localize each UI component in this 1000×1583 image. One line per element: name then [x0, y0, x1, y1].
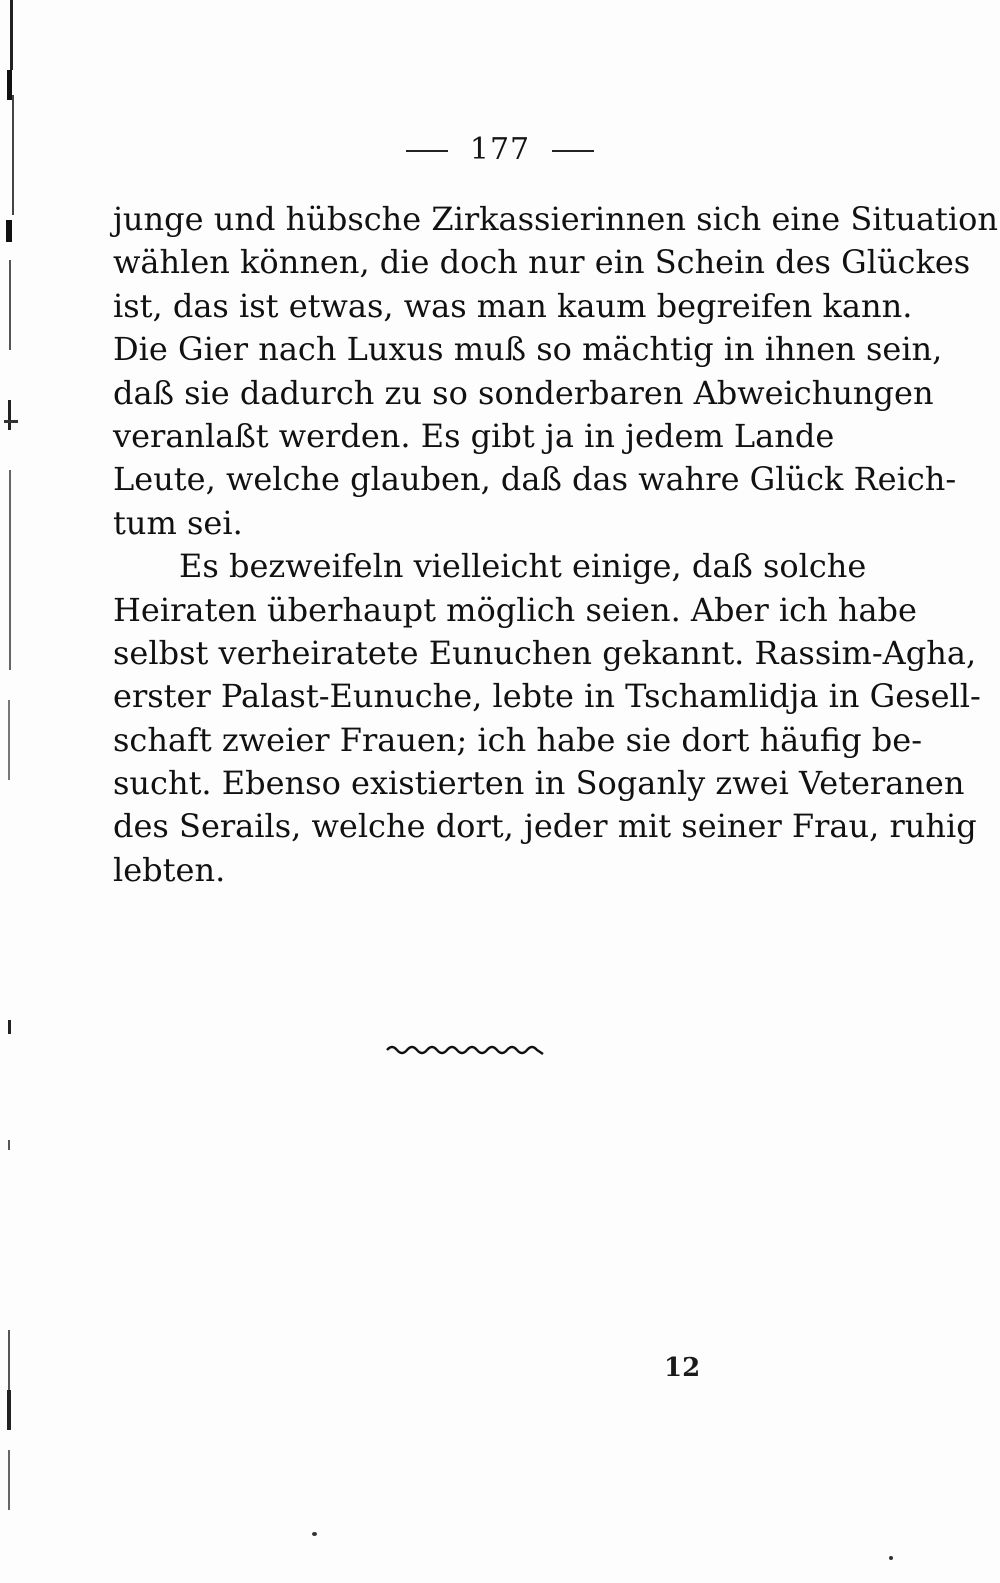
page-header	[0, 132, 1000, 167]
text-line: daß sie dadurch zu so sonderbaren Abweichungen	[113, 373, 934, 412]
scan-speck	[312, 1532, 317, 1536]
text-line: Die Gier nach Luxus muß so mächtig in ihnen sein,	[113, 330, 943, 369]
text-line: sucht. Ebenso existierten in Soganly zwei Veteranen	[113, 764, 965, 803]
text-line: Es bezweifeln vielleicht einige, daß solche	[179, 547, 867, 586]
paragraph-2	[113, 545, 981, 892]
body-text	[113, 198, 999, 892]
text-line: junge und hübsche Zirkassierinnen sich eine Situation	[113, 200, 999, 238]
text-line: tum sei.	[113, 503, 243, 542]
text-line: des Serails, welche dort, jeder mit seiner Frau, ruhig	[113, 807, 977, 846]
text-line: Leute, welche glauben, daß das wahre Glück Reich-	[113, 460, 957, 499]
text-line: wählen können, die doch nur ein Schein des Glückes	[113, 243, 971, 282]
wavy-ornament	[385, 1040, 545, 1060]
text-line: lebten.	[113, 850, 226, 889]
text-line: veranlaßt werden. Es gibt ja in jedem Lande	[113, 416, 835, 455]
header-dash-right	[552, 150, 594, 152]
text-line: schaft zweier Frauen; ich habe sie dort häufig be-	[113, 720, 923, 759]
scan-speck	[889, 1556, 893, 1560]
signature-mark: 12	[664, 1353, 701, 1383]
text-line: erster Palast-Eunuche, lebte in Tschamlidja in Gesell-	[113, 677, 981, 716]
text-line: selbst verheiratete Eunuchen gekannt. Rassim-Agha,	[113, 633, 977, 672]
binding-edge-marks	[0, 0, 22, 1583]
paragraph-1	[113, 198, 999, 545]
text-line: Heiraten überhaupt möglich seien. Aber ich habe	[113, 590, 917, 629]
header-dash-left	[406, 150, 448, 152]
page-number: 177	[469, 132, 531, 167]
text-line: ist, das ist etwas, was man kaum begreifen kann.	[113, 286, 913, 325]
